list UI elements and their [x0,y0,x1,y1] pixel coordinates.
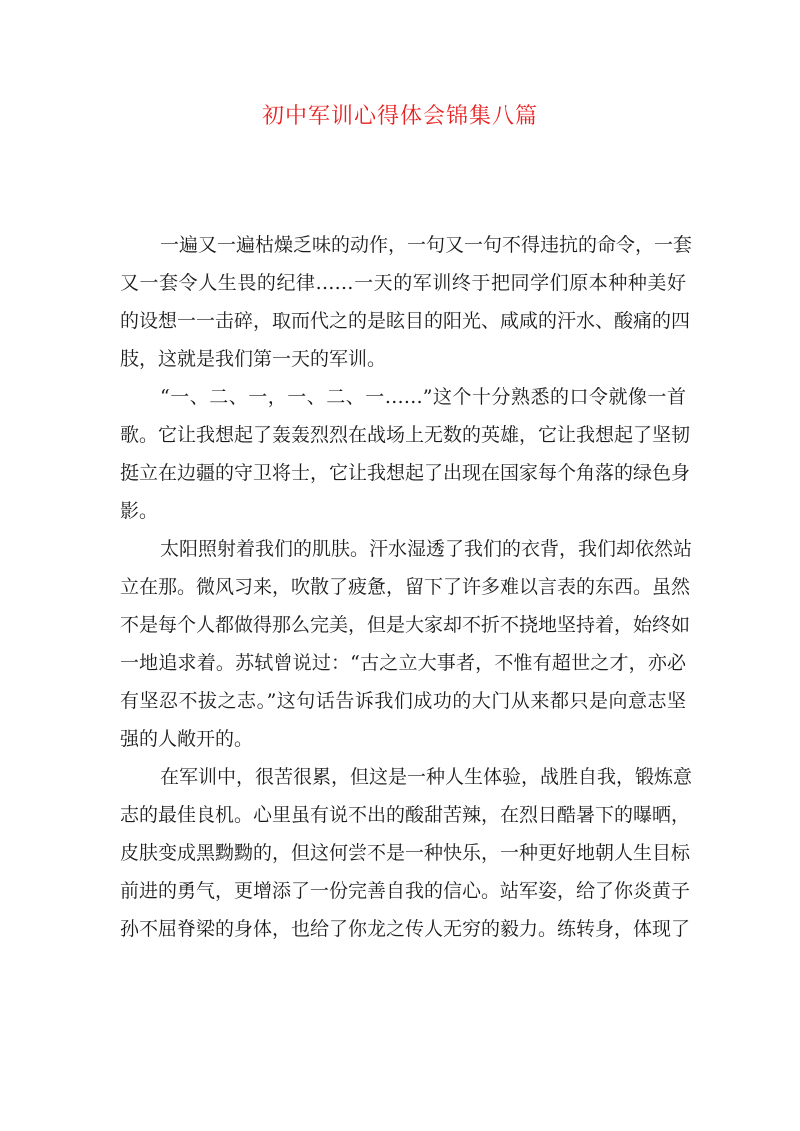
paragraph-1 [120,226,693,378]
text-line: 强的人敞开的。 [120,728,254,750]
text-line: 影。 [120,500,159,522]
text-line: 太阳照射着我们的肌肤。汗水湿透了我们的衣背，我们却依然站 [160,538,693,560]
text-line: “一、二、一，一、二、一……”这个十分熟悉的口令就像一首 [160,386,686,408]
text-line: 一遍又一遍枯燥乏味的动作，一句又一句不得违抗的命令，一套 [160,234,693,256]
text-line: 一地追求着。苏轼曾说过：“古之立大事者，不惟有超世之才，亦必 [120,652,686,674]
paragraph-4 [120,758,693,948]
text-line: 皮肤变成黑黝黝的，但这何尝不是一种快乐，一种更好地朝人生目标 [120,842,691,864]
text-line: 的设想一一击碎，取而代之的是眩目的阳光、咸咸的汗水、酸痛的四 [120,310,691,332]
paragraph-3 [120,530,693,758]
text-line: 前进的勇气，更增添了一份完善自我的信心。站军姿，给了你炎黄子 [120,880,691,902]
text-line: 立在那。微风习来，吹散了疲惫，留下了许多难以言表的东西。虽然 [120,576,691,598]
paragraph-2 [120,378,691,530]
text-line: 志的最佳良机。心里虽有说不出的酸甜苦辣，在烈日酷暑下的曝晒， [120,804,691,826]
text-line: 在军训中，很苦很累，但这是一种人生体验，战胜自我，锻炼意 [160,766,693,788]
document-title: 初中军训心得体会锦集八篇 [261,104,538,129]
text-line: 又一套令人生畏的纪律……一天的军训终于把同学们原本种种美好 [120,272,686,294]
text-line: 歌。它让我想起了轰轰烈烈在战场上无数的英雄，它让我想起了坚韧 [120,424,691,446]
text-line: 挺立在边疆的守卫将士，它让我想起了出现在国家每个角落的绿色身 [120,462,691,484]
text-line: 有坚忍不拔之志。”这句话告诉我们成功的大门从来都只是向意志坚 [120,690,686,712]
text-line: 不是每个人都做得那么完美，但是大家却不折不挠地坚持着，始终如 [120,614,691,636]
text-line: 孙不屈脊梁的身体，也给了你龙之传人无穷的毅力。练转身，体现了 [120,918,691,940]
document-body [120,226,693,948]
text-line: 肢，这就是我们第一天的军训。 [120,348,387,370]
